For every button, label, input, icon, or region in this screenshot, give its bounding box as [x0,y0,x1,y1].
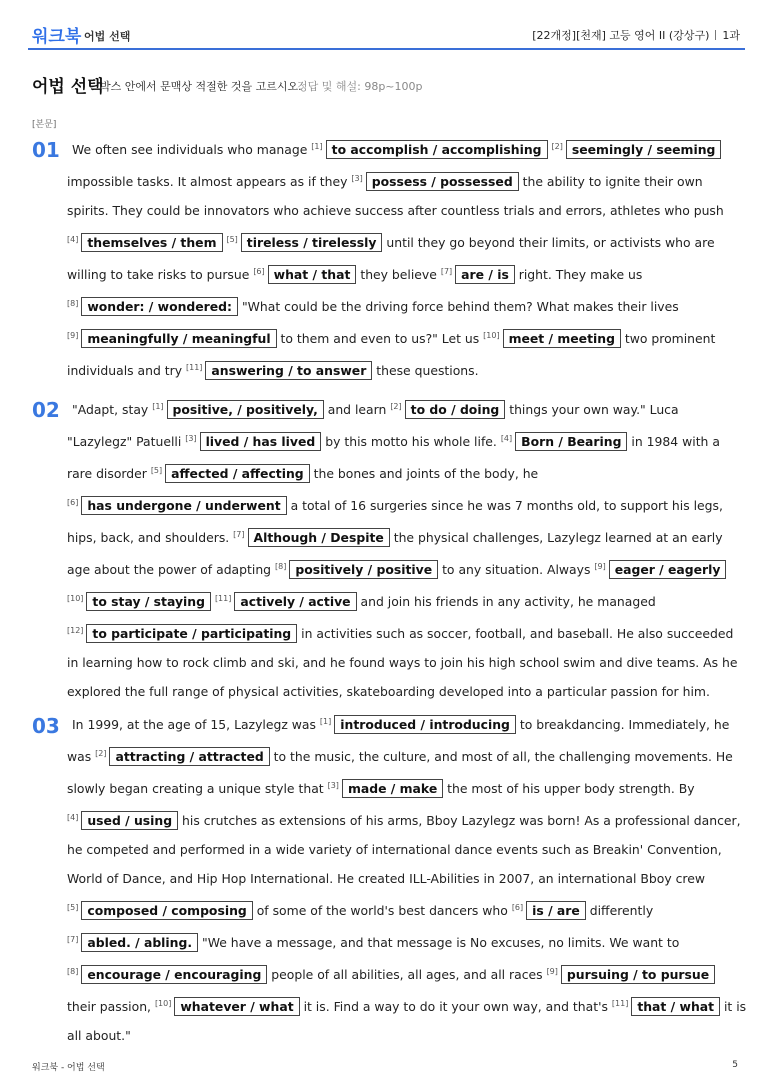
passage-text: by this motto his whole life. [321,434,501,449]
grammar-choice [311,132,547,164]
grammar-choice [152,392,324,424]
divider [715,30,716,40]
choice-number: [10] [67,594,84,603]
choice-box[interactable]: seemingly / seeming [566,140,722,159]
choice-box[interactable]: pursuing / to pursue [561,965,715,984]
choice-box[interactable]: to stay / staying [86,592,211,611]
lesson-label: 1과 [722,29,740,42]
passage-03 [67,707,747,1050]
brand-subtitle: 어법 선택 [84,30,131,43]
choice-number: [10] [154,999,172,1008]
choice-number: [7] [233,530,245,539]
passage-text: In 1999, at the age of 15, Lazylegz was [72,717,320,732]
passage-text: until they go beyond their limits, or activists who are willing to take risks to pursue [67,235,715,282]
choice-box[interactable]: are / is [455,265,515,284]
grammar-choice [155,989,300,1021]
choice-number: [4] [67,235,79,244]
header-divider [28,48,745,50]
passage-text: the ability to ignite their own spirits. They could be innovators who achieve success after countless trials and errors, athletes who push [67,174,724,218]
grammar-choice [483,321,621,353]
choice-box[interactable]: used / using [81,811,178,830]
choice-number: [2] [551,142,563,151]
choice-number: [2] [95,749,107,758]
grammar-choice [186,353,372,385]
choice-box[interactable]: lived / has lived [200,432,322,451]
grammar-choice [67,925,198,957]
grammar-choice [67,488,287,520]
grammar-choice [67,584,211,616]
grammar-choice [67,957,267,989]
choice-box[interactable]: what / that [268,265,357,284]
passage-text: right. They make us [514,267,643,282]
choice-box[interactable]: eager / eagerly [609,560,727,579]
choice-number: [7] [440,267,453,276]
choice-box[interactable]: meet / meeting [503,329,621,348]
choice-number: [1] [311,142,323,151]
choice-number: [8] [67,967,79,976]
passage-text: people of all abilities, all ages, and all races [267,967,547,982]
grammar-choice [67,321,277,353]
choice-box[interactable]: is / are [526,901,586,920]
grammar-choice [67,893,253,925]
passage-text: in activities such as soccer, football, and baseball. He also succeeded in learning how to rock climb and ski, and he found ways to join his high school swim and dive teams. As he explored the full range of physical activities, skateboarding developed into a particular passion for him. [67,626,738,699]
grammar-choice [215,584,357,616]
page-number: 5 [732,1060,738,1070]
grammar-choice [275,552,438,584]
passage-text: it is. Find a way to do it your own way, and that's [299,999,612,1014]
passage-text: it is all about." [67,999,747,1043]
section-title: 어법 선택 [32,77,104,97]
body-tag: [본문] [32,120,57,130]
question-number-03: 03 [32,714,60,738]
grammar-choice [95,739,270,771]
grammar-choice [67,225,223,257]
grammar-choice [441,257,515,289]
choice-box[interactable]: positively / positive [289,560,438,579]
choice-box[interactable]: attracting / attracted [109,747,269,766]
choice-box[interactable]: has undergone / underwent [81,496,286,515]
choice-number: [5] [226,235,238,244]
passage-text: We often see individuals who manage [72,142,312,157]
answer-reference: 정답 및 해설: 98p~100p [297,80,423,93]
passage-text: differently [585,903,654,918]
passage-text: their passion, [67,999,155,1014]
choice-box[interactable]: abled. / abling. [81,933,198,952]
choice-box[interactable]: introduced / introducing [334,715,516,734]
grammar-choice [67,803,178,835]
choice-box[interactable]: possess / possessed [366,172,519,191]
choice-box[interactable]: actively / active [234,592,356,611]
passage-text: "What could be the driving force behind them? What makes their lives [238,299,679,314]
choice-number: [9] [546,967,558,976]
question-number-01: 01 [32,138,60,162]
grammar-choice [552,132,722,164]
choice-box[interactable]: that / what [631,997,720,1016]
passage-text: the bones and joints of the body, he [309,466,539,481]
question-number-02: 02 [32,398,60,422]
choice-box[interactable]: whatever / what [174,997,299,1016]
passage-text: to breakdancing. Immediately, he was [67,717,730,764]
passage-text: his crutches as extensions of his arms, Bboy Lazylegz was born! As a professional dancer, he competed and performed in a wide variety of international dance events such as Breakin' Convention, World of Dance, and Hip Hop International. He created ILL-Abilities in 2007, an international Bboy crew [67,813,741,886]
grammar-choice [501,424,628,456]
grammar-choice [151,456,310,488]
choice-number: [4] [500,434,513,443]
choice-number: [4] [67,813,79,822]
course-info [532,27,740,43]
choice-box[interactable]: Born / Bearing [515,432,627,451]
passage-text: of some of the world's best dancers who [252,903,512,918]
grammar-choice [67,289,238,321]
grammar-choice [185,424,321,456]
page-header [0,0,768,50]
grammar-choice [351,164,518,196]
choice-box[interactable]: composed / composing [81,901,252,920]
passage-02 [67,392,747,706]
choice-number: [3] [327,781,339,790]
grammar-choice [67,616,297,648]
passage-text: impossible tasks. It almost appears as if they [67,174,352,189]
choice-number: [5] [150,466,163,475]
choice-number: [1] [319,717,332,726]
grammar-choice [226,225,382,257]
choice-number: [11] [611,999,629,1008]
choice-box[interactable]: to participate / participating [86,624,297,643]
passage-text: these questions. [372,363,479,378]
grammar-choice [594,552,726,584]
choice-number: [2] [390,402,402,411]
choice-box[interactable]: tireless / tirelessly [241,233,383,252]
passage-text: "Adapt, stay [72,402,153,417]
course-label: [22개정][천재] 고등 영어 II (강상구) [532,29,710,42]
choice-number: [9] [594,562,606,571]
grammar-choice [612,989,720,1021]
choice-number: [8] [274,562,287,571]
passage-01 [67,132,747,385]
choice-number: [6] [511,903,524,912]
grammar-choice [390,392,505,424]
choice-box[interactable]: positive, / positively, [167,400,324,419]
passage-text: two prominent individuals and try [67,331,716,378]
brand-title: 워크북 [32,27,82,47]
choice-number: [6] [253,267,265,276]
choice-number: [8] [67,299,79,308]
grammar-choice [320,707,516,739]
passage-text: the physical challenges, Lazylegz learned at an early age about the power of adapting [67,530,723,577]
passage-text: a total of 16 surgeries since he was 7 months old, to support his legs, hips, back, and shoulders. [67,498,723,545]
choice-number: [6] [67,498,79,507]
grammar-choice [547,957,716,989]
choice-box[interactable]: affected / affecting [165,464,310,483]
passage-text: they believe [356,267,441,282]
passage-text: and learn [323,402,391,417]
choice-box[interactable]: answering / to answer [205,361,372,380]
choice-number: [3] [185,434,197,443]
grammar-choice [253,257,356,289]
choice-number: [3] [351,174,363,183]
passage-text: to them and even to us?" Let us [276,331,484,346]
grammar-choice [512,893,586,925]
choice-box[interactable]: made / make [342,779,443,798]
footer-label: 워크북 - 어법 선택 [32,1063,105,1073]
choice-number: [10] [483,331,500,340]
choice-number: [9] [67,331,79,340]
passage-text: to the music, the culture, and most of all, the challenging movements. He slowly began creating a unique style that [67,749,733,796]
passage-text: things your own way." Luca "Lazylegz" Patuelli [67,402,679,449]
grammar-choice [328,771,444,803]
choice-box[interactable]: meaningfully / meaningful [81,329,276,348]
passage-text: "We have a message, and that message is No excuses, no limits. We want to [198,935,680,950]
grammar-choice [233,520,390,552]
passage-text: in 1984 with a rare disorder [67,434,720,481]
instruction-text: 박스 안에서 문맥상 적절한 것을 고르시오. [100,80,302,93]
choice-box[interactable]: to do / doing [405,400,506,419]
choice-box[interactable]: themselves / them [81,233,222,252]
choice-box[interactable]: to accomplish / accomplishing [326,140,548,159]
choice-number: [7] [67,935,79,944]
choice-box[interactable]: encourage / encouraging [81,965,267,984]
choice-number: [12] [67,626,84,635]
choice-number: [5] [67,903,79,912]
choice-number: [1] [152,402,164,411]
passage-text: and join his friends in any activity, he managed [356,594,656,609]
passage-text: the most of his upper body strength. By [443,781,695,796]
choice-number: [11] [186,363,203,372]
passage-text: to any situation. Always [438,562,595,577]
choice-number: [11] [214,594,232,603]
choice-box[interactable]: Although / Despite [248,528,390,547]
choice-box[interactable]: wonder: / wondered: [81,297,238,316]
